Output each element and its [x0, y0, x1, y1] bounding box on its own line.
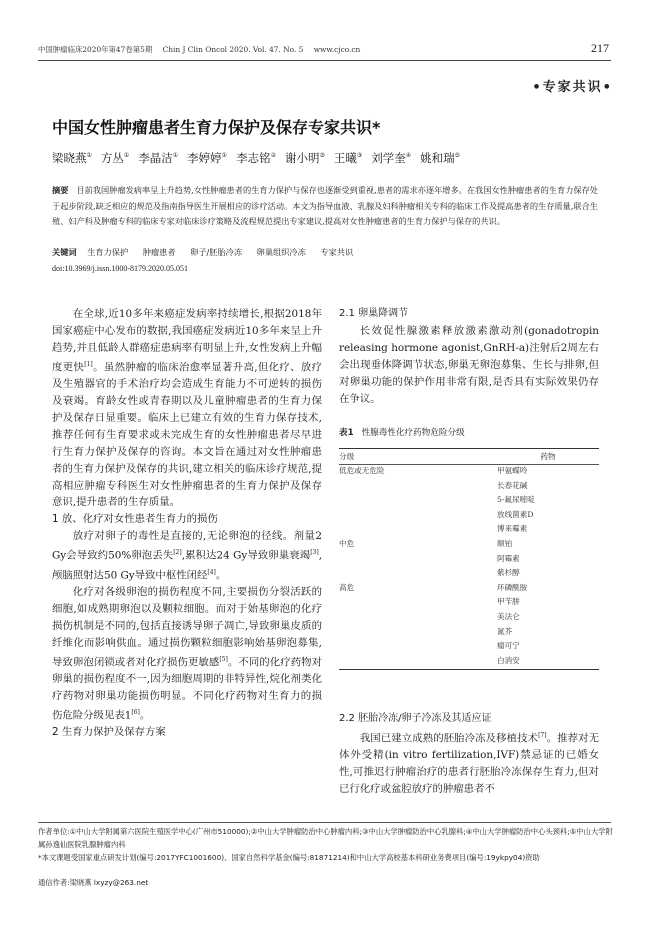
affiliation-marker: ①: [172, 152, 179, 160]
drug-cell: 5-氟尿嘧啶: [497, 495, 535, 505]
keywords: [52, 247, 365, 258]
right-column: [339, 306, 599, 407]
paragraph: 我国已建立成熟的胚胎冷冻及移植技术[7]。推荐对无体外受精(in vitro fertilization,IVF)禁忌证的已婚女性,可推迟行肿瘤治疗的患者行胚胎冷冻保存生育力,但对已行化疗或盆腔放疗的肿瘤患者不: [339, 731, 600, 796]
citation[interactable]: [6]: [131, 708, 140, 716]
toxicity-table: [339, 448, 599, 670]
table-row: [339, 567, 599, 582]
drug-cell: 长春花碱: [497, 480, 528, 490]
drug-cell: 甲氨蝶呤: [497, 466, 528, 475]
risk-grade-cell: [339, 567, 497, 582]
table-caption: [339, 426, 465, 438]
table-row: [339, 611, 599, 626]
table-row: [339, 596, 599, 611]
citation[interactable]: [2]: [173, 549, 182, 557]
abstract-label: 摘要: [52, 185, 69, 195]
keyword: 卵巢组织冷冻: [256, 247, 306, 257]
drug-cell: 紫杉醇: [497, 568, 520, 578]
author-name: 李志铭②: [236, 151, 276, 165]
table-header-drug: 药物: [497, 449, 599, 465]
correspondence-footnote: 通信作者:梁晓燕 lxyzy@263.net: [38, 878, 149, 887]
running-header: [38, 44, 368, 55]
risk-grade-cell: 高危: [339, 582, 355, 592]
risk-grade-cell: [339, 655, 497, 670]
affiliation-marker: ③: [356, 152, 363, 160]
affiliation-marker: ⑤: [454, 152, 461, 160]
risk-grade-cell: [339, 494, 497, 509]
section-heading-2: 2 生育力保护及保存方案: [52, 726, 166, 739]
risk-grade-cell: [339, 523, 497, 538]
paragraph: 长效促性腺激素释放激素激动剂(gonadotropin releasing hormone agonist,GnRH-a)注射后2周左右会出现垂体降调节状态,卵巢无卵泡募集、生长与排卵,但对卵巢功能的保护作用非常有限,是否具有实际效果仍存在争议。: [339, 324, 599, 405]
risk-grade-cell: 中危: [339, 538, 355, 548]
citation[interactable]: [7]: [538, 731, 547, 739]
right-column-lower: [339, 711, 599, 798]
risk-grade-cell: [339, 640, 497, 655]
keyword: 生育力保护: [87, 247, 129, 257]
journal-url: www.cjco.cn: [313, 45, 361, 54]
citation[interactable]: [5]: [219, 655, 228, 663]
author-name: 梁晓燕①: [52, 151, 92, 165]
table-row: [339, 523, 599, 538]
drug-cell: 博来霉素: [497, 524, 528, 534]
affiliation-marker: ④: [405, 152, 412, 160]
author-name: 姚和瑞⑤: [420, 151, 461, 165]
risk-grade-cell: [339, 611, 497, 626]
header-rule: [38, 60, 611, 61]
table-number: 表1: [339, 428, 354, 438]
table-row: [339, 655, 599, 670]
table-row: [339, 626, 599, 641]
author-name: 刘学奎④: [371, 151, 412, 165]
drug-cell: 环磷酰胺: [497, 582, 528, 592]
section-heading-1: 1 放、化疗对女性患者生育力的损伤: [52, 513, 218, 526]
journal-name-cn: 中国肿瘤临床2020年第47卷第5期: [38, 45, 153, 54]
drug-cell: 阿霉素: [497, 553, 520, 563]
affiliation-marker: ①: [86, 152, 92, 160]
table-header-grade: 分级: [339, 449, 497, 465]
abstract: [52, 183, 598, 230]
table-row: [339, 582, 599, 597]
section-tag: •专家共识•: [532, 80, 613, 95]
citation[interactable]: [1]: [84, 360, 93, 368]
table-title: 性腺毒性化疗药物危险分级: [361, 428, 465, 438]
table-row: [339, 494, 599, 509]
risk-grade-cell: [339, 596, 497, 611]
drug-cell: 甲苄肼: [497, 597, 520, 607]
affiliation-marker: ①: [123, 152, 130, 160]
keyword: 专家共识: [320, 247, 354, 257]
paragraph: 化疗对各级卵泡的损伤程度不同,主要损伤分裂活跃的细胞,如成熟期卵泡以及颗粒细胞。而对于始基卵泡的化疗损伤机制是不同的,包括直接诱导卵子凋亡,导致卵巢皮质的纤维化而影响供血。通过损伤颗粒细胞影响始基卵泡募集,导致卵泡闭锁或者对化疗损伤更敏感[5]。不同的化疗药物对卵巢的损伤程度不一,因为细胞周期的非特异性,烷化剂类化疗药物对卵巢功能损伤明显。不同化疗药物对生育力的损伤危险分级见表1[6]。: [52, 585, 322, 722]
drug-cell: 放线菌素D: [497, 509, 534, 519]
journal-name-en: Chin J Clin Oncol 2020. Vol. 47. No. 5: [162, 45, 304, 54]
table-row: [339, 553, 599, 568]
left-column: [52, 306, 322, 741]
table-row: [339, 640, 599, 655]
author-name: 谢小明③: [284, 151, 325, 165]
drug-cell: 美法仑: [497, 611, 520, 621]
keywords-label: 关键词: [52, 247, 77, 257]
article-title: 中国女性肿瘤患者生育力保护及保存专家共识*: [52, 118, 381, 137]
funding-footnote: *本文课题受国家重点研发计划(编号:2017YFC1001600)、国家自然科学基金(编号:81871214)和中山大学高校基本科研业务费项目(编号:19ykpy04)资助: [38, 853, 540, 862]
risk-grade-cell: [339, 480, 497, 495]
risk-grade-cell: [339, 509, 497, 524]
drug-cell: 氮芥: [497, 626, 513, 636]
table-row: [339, 538, 599, 553]
table-row: [339, 509, 599, 524]
drug-cell: 顺铂: [497, 538, 513, 548]
intro-paragraph: 在全球,近10多年来癌症发病率持续增长,根据2018年国家癌症中心发布的数据,我国癌症发病近10多年来呈上升趋势,并且低龄人群癌症患病率有明显上升,女性发病上升幅度更快[1]。虽然肿瘤的临床治愈率显著升高,但化疗、放疗及生殖器官的手术治疗均会造成生育能力不可逆转的损伤及衰竭。育龄女性或青春期以及儿童肿瘤患者的生育力保护及保存日显重要。临床上已建立有效的生育力保存技术,推荐任何有生育要求或未完成生育的女性肿瘤患者尽早进行生育力保护及保存的咨询。本文旨在通过对女性肿瘤患者的生育力保护及保存的共识,建立相关的临床诊疗规范,提高相应肿瘤专科医生对女性肿瘤患者的生育力保护及保存意识,提升患者的生存质量。: [52, 308, 322, 509]
citation[interactable]: [4]: [207, 568, 216, 576]
author-name: 李婷婷①: [187, 151, 228, 165]
risk-grade-cell: [339, 626, 497, 641]
author-name: 李晶洁①: [138, 151, 179, 165]
footnote-rule: [38, 822, 611, 823]
affiliation-marker: ①: [221, 152, 228, 160]
author-name: 方丛①: [100, 151, 130, 165]
keyword: 肿瘤患者: [142, 247, 176, 257]
paragraph: 放疗对卵子的毒性是直接的,无论卵泡的径线。剂量2 Gy会导致约50%卵泡丢失[2],累积达24 Gy导致卵巢衰竭[3],颅脑照射达50 Gy导致中枢性闭经[4]。: [52, 530, 322, 581]
affiliation-marker: ③: [319, 152, 325, 160]
table-row: [339, 465, 599, 480]
subsection-heading-2-2: 2.2 胚胎冷冻/卵子冷冻及其适应证: [339, 713, 492, 724]
subsection-heading-2-1: 2.1 卵巢降调节: [339, 308, 409, 319]
page-number: 217: [591, 41, 609, 55]
author-list: [52, 150, 469, 166]
affiliation-marker: ②: [270, 152, 276, 160]
affiliations-footnote: 作者单位:①中山大学附属第六医院生殖医学中心(广州市510000);②中山大学肿瘤防治中心肿瘤内科;③中山大学肿瘤防治中心乳腺科;④中山大学肿瘤防治中心头颈科;⑤中山大学附属孙逸仙医院乳腺肿瘤内科: [38, 827, 613, 849]
citation[interactable]: [3]: [310, 549, 319, 557]
drug-cell: 瘤可宁: [497, 641, 520, 651]
risk-grade-cell: [339, 553, 497, 568]
table-row: [339, 480, 599, 495]
author-name: 王曦③: [333, 151, 363, 165]
keyword: 卵子/胚胎冷冻: [190, 247, 243, 257]
abstract-text: 目前我国肿瘤发病率呈上升趋势,女性肿瘤患者的生育力保护与保存也逐渐受到重视,患者的需求亦逐年增多。在我国女性肿瘤患者的生育力保存处于起步阶段,缺乏相应的规范及指南指导医生开展相应的诊疗活动。本文为指导血液、乳腺及妇科肿瘤相关专科的临床工作及提高患者的生存质量,联合生殖、妇产科及肿瘤专科的临床专家对临床诊疗策略及流程规范提出专家建议,提高对女性肿瘤患者的生育力保护与保存的共识。: [52, 185, 598, 227]
risk-grade-cell: 低危或无危险: [339, 466, 385, 475]
drug-cell: 白消安: [497, 655, 599, 670]
doi: doi:10.3969/j.issn.1000-8179.2020.05.051: [52, 264, 189, 273]
